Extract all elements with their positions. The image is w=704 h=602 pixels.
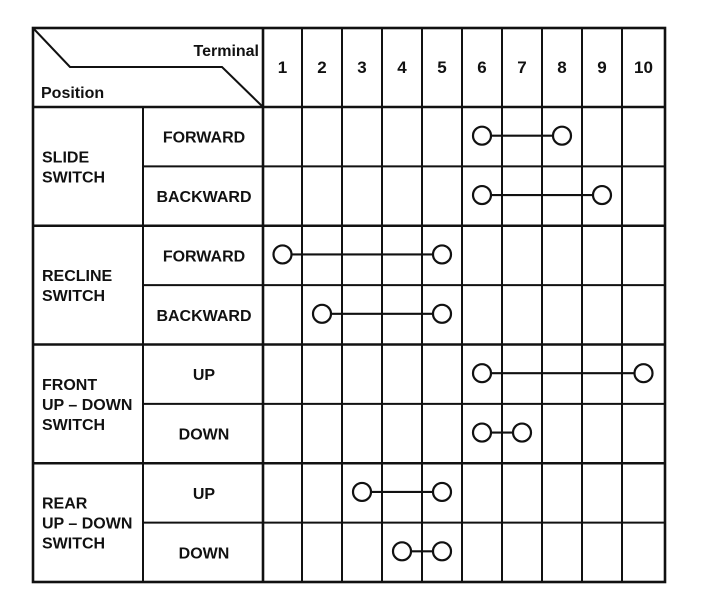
terminal-number-1: 1 (277, 58, 288, 77)
switch-group-labels (42, 149, 132, 552)
terminal-connection-dot-1 (274, 245, 292, 263)
position-label-forward: FORWARD (162, 129, 246, 147)
table-grid (33, 28, 665, 582)
terminal-connection-dot-7 (513, 424, 531, 442)
position-header-label: Position (41, 85, 105, 102)
position-label-forward: FORWARD (162, 248, 246, 266)
terminal-connection-dot-6 (473, 127, 491, 145)
terminal-number-6: 6 (477, 58, 487, 77)
terminal-number-2: 2 (317, 58, 327, 77)
terminal-number-3: 3 (357, 58, 367, 77)
position-label-down: DOWN (178, 426, 230, 444)
position-label-backward: BACKWARD (156, 307, 252, 325)
position-label-backward: BACKWARD (156, 189, 252, 207)
terminal-number-9: 9 (597, 58, 607, 77)
terminal-connection-dot-6 (473, 186, 491, 204)
terminal-connection-dot-9 (593, 186, 611, 204)
terminal-number-4: 4 (397, 58, 407, 77)
terminal-number-7: 7 (517, 58, 527, 77)
terminal-number-8: 8 (557, 58, 567, 77)
terminal-number-5: 5 (437, 58, 447, 77)
position-label-up: UP (192, 485, 216, 503)
terminal-connection-dot-5 (433, 245, 451, 263)
switch-name-0: SLIDE SWITCH (42, 149, 106, 187)
switch-name-1: RECLINE SWITCH (42, 268, 113, 306)
terminal-number-headers (278, 58, 653, 77)
terminal-header-label: Terminal (193, 43, 259, 60)
terminal-connection-dot-4 (393, 542, 411, 560)
switch-name-3: REAR UP – DOWN SWITCH (42, 495, 133, 553)
switch-name-2: FRONT UP – DOWN SWITCH (42, 376, 133, 434)
position-label-up: UP (192, 367, 216, 385)
terminal-connection-dot-3 (353, 483, 371, 501)
terminal-connection-dot-8 (553, 127, 571, 145)
terminal-connection-dot-6 (473, 364, 491, 382)
terminal-connection-dot-6 (473, 424, 491, 442)
terminal-number-10: 10 (634, 58, 653, 77)
terminal-connection-dot-10 (635, 364, 653, 382)
position-label-down: DOWN (178, 545, 230, 563)
terminal-connection-dot-5 (433, 305, 451, 323)
position-labels (156, 130, 251, 563)
table-border (33, 28, 665, 582)
terminal-connection-dot-5 (433, 542, 451, 560)
terminal-connection-dot-5 (433, 483, 451, 501)
terminal-connection-dot-2 (313, 305, 331, 323)
